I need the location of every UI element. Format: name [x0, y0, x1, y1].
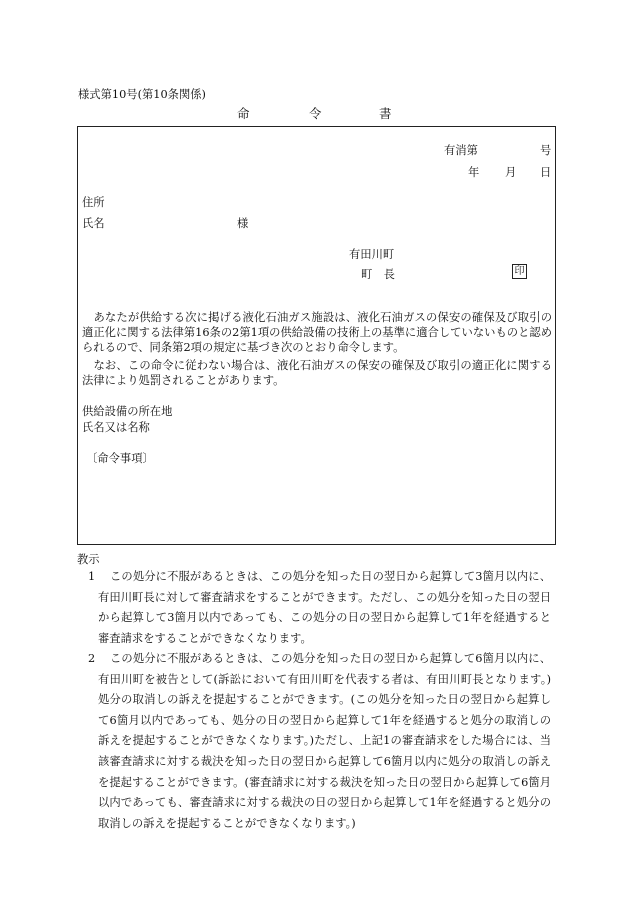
order-items-label: 〔命令事項〕 — [86, 452, 154, 465]
notice-item-2: この処分に不服があるときは、この処分を知った日の翌日から起算して6箇月以内に、有田川町を被告として(訴訟において有田川町を代表する者は、有田川町長となります。)処分の取消しの訴えを提起することができます。(この処分を知った日の翌日から起算して6箇月以内であっても、処分の日の翌日から起算して1年を経過すると処分の取消しの訴えを提起することができなくなります。)ただし、上記1の審査請求をした場合には、当該審査請求に対する裁決を知った日の翌日から起算して6箇月以内に処分の取消しの訴えを提起することができます。(審査請求に対する裁決を知った日の翌日から起算して6箇月以内であっても、審査請求に対する裁決の日の翌日から起算して1年を経過すると処分の取消しの訴えを提起することができなくなります。) — [98, 652, 551, 830]
facility-location-label: 供給設備の所在地 — [82, 405, 173, 418]
date-year: 年 — [468, 166, 480, 179]
honorific: 様 — [237, 217, 249, 230]
body-paragraph-1: あなたが供給する次に掲げる液化石油ガス施設は、液化石油ガスの保安の確保及び取引の適正化に関する法律第16条の2第1項の供給設備の技術上の基準に適合していないものと認められるので、同条第2項の規定に基づき次のとおり命令します。 — [82, 311, 552, 354]
seal-mark: 印 — [512, 264, 527, 279]
form-number-label: 様式第10号(第10条関係) — [78, 88, 206, 101]
title-char-2: 令 — [309, 106, 322, 121]
date-month: 月 — [505, 166, 517, 179]
body-paragraph-2: なお、この命令に従わない場合は、液化石油ガスの保安の確保及び取引の適正化に関する法律により処罰されることがあります。 — [82, 359, 552, 387]
title-char-1: 命 — [237, 106, 250, 121]
notice-item-2-number: 2 — [88, 652, 96, 665]
date-day: 日 — [540, 166, 552, 179]
address-label: 住所 — [82, 196, 105, 209]
notice-item-1-number: 1 — [88, 570, 96, 583]
issuer-town: 有田川町 — [349, 248, 395, 261]
notice-item-1: この処分に不服があるときは、この処分を知った日の翌日から起算して3箇月以内に、有田川町長に対して審査請求をすることができます。ただし、この処分を知った日の翌日から起算して3箇月以内であっても、この処分の日の翌日から起算して1年を経過すると審査請求をすることができなくなります。 — [98, 570, 551, 645]
name-label: 氏名 — [82, 217, 105, 230]
doc-number-suffix: 号 — [540, 144, 552, 157]
notice-heading: 教示 — [77, 553, 100, 566]
issuer-title: 町 長 — [361, 268, 395, 281]
facility-owner-label: 氏名又は名称 — [82, 421, 150, 434]
doc-number-prefix: 有消第 — [444, 144, 478, 157]
title-char-3: 書 — [379, 106, 392, 121]
